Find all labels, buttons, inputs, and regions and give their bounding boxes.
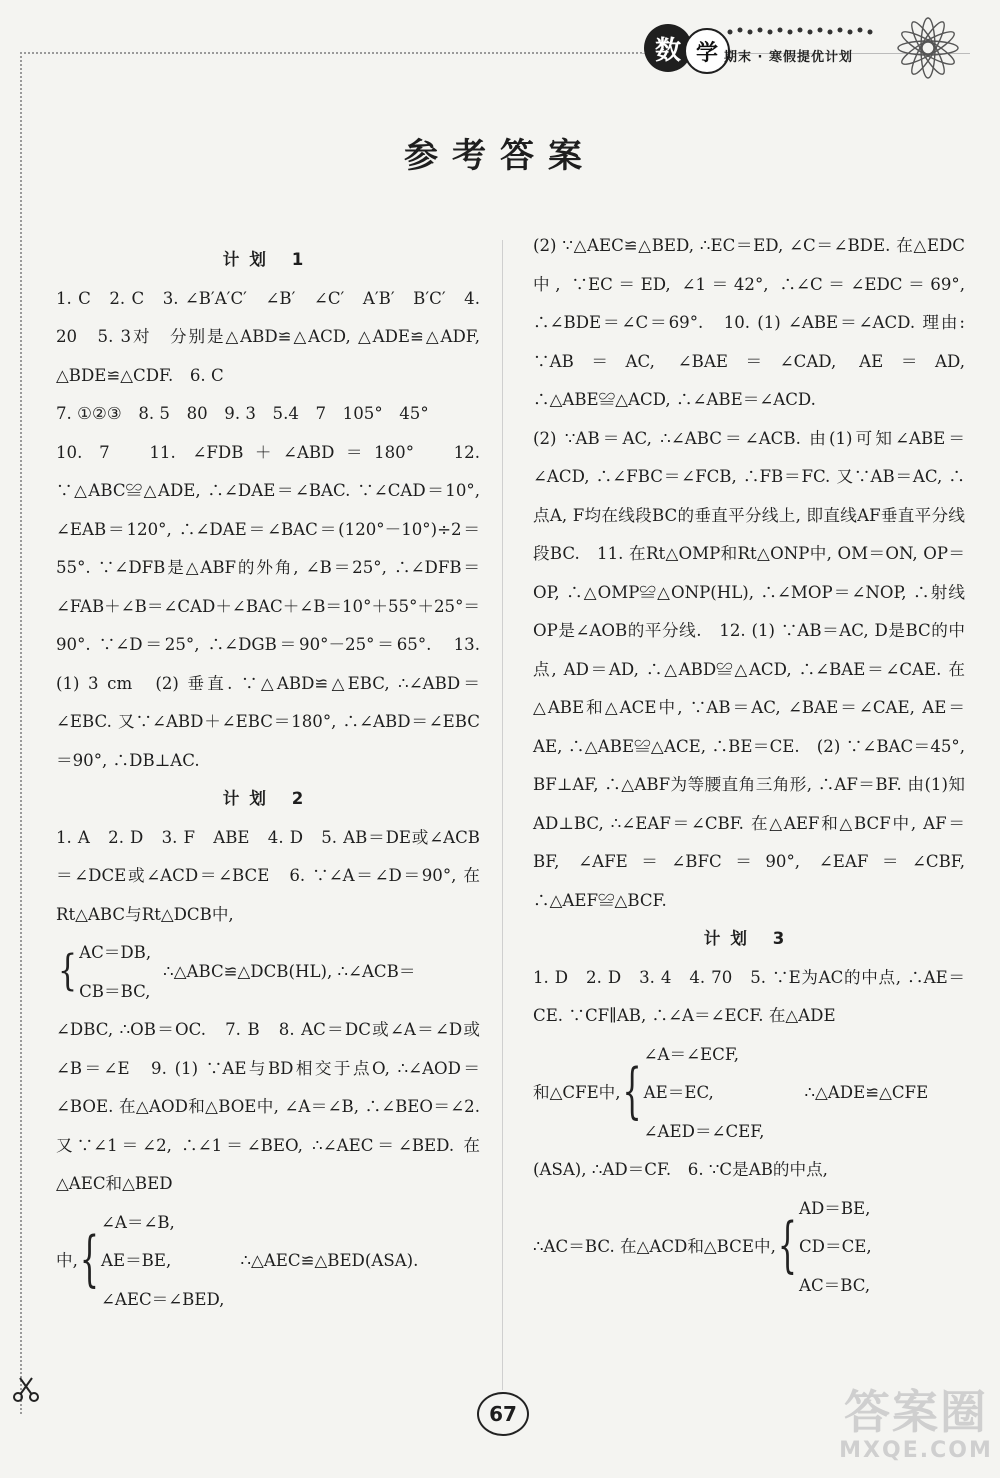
equation-line: ∠AED＝∠CEF, [643,1121,765,1141]
equation-prefix: ∴AC＝BC. 在△ACD和△BCE中, [533,1237,776,1256]
section-heading: 计划 3 [703,929,795,948]
equation-conclusion: ∴△ADE≌△CFE [804,1083,929,1102]
equation-system [533,1190,965,1306]
section-heading: 计划 1 [222,250,314,269]
watermark-logo [836,1386,996,1472]
equation-line: ∠A＝∠B, [100,1212,175,1232]
watermark-sub: MXQE.COM [839,1438,993,1463]
equation-prefix: 中, [56,1251,78,1270]
answer-paragraph: (ASA), ∴AD＝CF. 6. ∵C是AB的中点, [533,1160,828,1179]
equation-line: ∠AEC＝∠BED, [100,1289,225,1309]
right-column [533,227,965,1305]
equation-list [101,1204,225,1320]
equation-conclusion: ∴△AEC≌△BED(ASA). [240,1251,419,1270]
decorative-dots [724,24,874,38]
equation-conclusion: ∴△ABC≌△DCB(HL), ∴∠ACB＝ [163,962,416,982]
equation-line: CD＝CE, [798,1237,872,1256]
brace-symbol: { [777,1210,797,1281]
subject-badge-2: 学 [684,28,730,74]
answer-paragraph: 1. C 2. C 3. ∠B′A′C′ ∠B′ ∠C′ A′B′ B′C′ 4. 20 5. 3对 分别是△ABD≌△ACD, △ADE≌△ADF, △BDE≌△CDF. 6. C [56,288,480,385]
answer-paragraph: 7. ①②③ 8. 5 80 9. 3 5.4 7 105° 45° [56,404,429,423]
equation-line: AD＝BE, [798,1198,871,1218]
answer-paragraph: ∠DBC, ∴OB＝OC. 7. B 8. AC＝DC或∠A＝∠D或∠B＝∠E 9. (1) ∵AE与BD相交于点O, ∴∠AOD＝∠BOE. 在△AOD和△BOE中, ∠A＝∠B, ∴∠BEO＝∠2. 又∵∠1＝∠2, ∴∠1＝∠BEO, ∴∠AEC＝∠BED. 在△AEC和△BED [56,1020,480,1193]
subject-badge-1: 数 [644,24,692,72]
equation-line: AE＝EC, [643,1083,714,1102]
section-heading: 计划 2 [222,789,314,808]
answer-paragraph: 10. 7 11. ∠FDB＋∠ABD＝180° 12. ∵△ABC≌△ADE, ∴∠DAE＝∠BAC. ∵∠CAD＝10°, ∠EAB＝120°, ∴∠DAE＝∠BAC＝(120°－10°)÷2＝55°. ∵∠DFB是△ABF的外角, ∠B＝25°, ∴∠DFB＝∠FAB＋∠B＝∠CAD＋∠BAC＋∠B＝10°＋55°＋25°＝90°. ∵∠D＝25°, ∴∠DGB＝90°－25°＝65°. 13. (1) 3 cm (2) 垂直. ∵△ABD≌△EBC, ∴∠ABD＝∠EBC. 又∵∠ABD＋∠EBC＝180°, ∴∠ABD＝∠EBC＝90°, ∴DB⊥AC. [56,442,480,770]
equation-line: ∠A＝∠ECF, [643,1044,740,1064]
column-divider [502,240,503,1390]
equation-line: AE＝BE, [100,1251,172,1270]
equation-line: AC＝BC, [798,1275,871,1295]
page-title: 参考答案 [404,136,596,176]
equation-line: AC＝DB, [79,943,152,962]
equation-list [644,1036,765,1152]
equation-list [79,934,151,1011]
answer-paragraph: (2) ∵△AEC≌△BED, ∴EC＝ED, ∠C＝∠BDE. 在△EDC中, ∵EC＝ED, ∠1＝42°, ∴∠C＝∠EDC＝69°, ∴∠BDE＝∠C＝69°. 10. (1) ∠ABE＝∠ACD. 理由: ∵AB＝AC, ∠BAE＝∠CAD, AE＝AD, ∴△ABE≌△ACD, ∴∠ABE＝∠ACD. [533,236,965,409]
answer-paragraph: 1. D 2. D 3. 4 4. 70 5. ∵E为AC的中点, ∴AE＝CE. ∵CF∥AB, ∴∠A＝∠ECF. 在△ADE [533,967,965,1025]
brace-symbol: { [58,946,78,996]
answer-paragraph: 1. A 2. D 3. F ABE 4. D 5. AB＝DE或∠ACB＝∠DCE或∠ACD＝∠BCE 6. ∵∠A＝∠D＝90°, 在Rt△ABC与Rt△DCB中, [56,827,480,924]
scissors-icon [12,1375,40,1403]
equation-system [533,1036,965,1152]
page-number: 67 [477,1392,529,1436]
equation-line: CB＝BC, [79,981,151,1001]
equation-list [799,1190,872,1306]
left-column [56,241,480,1319]
equation-prefix: 和△CFE中, [533,1083,621,1102]
equation-system [56,1204,480,1320]
answer-paragraph: (2) ∵AB＝AC, ∴∠ABC＝∠ACB. 由(1)可知∠ABE＝∠ACD, ∴∠FBC＝∠FCB, ∴FB＝FC. 又∵AB＝AC, ∴点A, F均在线段BC的垂直平分线上, 即直线AF垂直平分线段BC. 11. 在Rt△OMP和Rt△ONP中, OM＝ON, OP＝OP, ∴△OMP≌△ONP(HL), ∴∠MOP＝∠NOP, ∴射线OP是∠AOB的平分线. 12. (1) ∵AB＝AC, D是BC的中点, AD＝AD, ∴△ABD≌△ACD, ∴∠BAE＝∠CAE. 在△ABE和△ACE中, ∵AB＝AC, ∠BAE＝∠CAE, AE＝AE, ∴△ABE≌△ACE, ∴BE＝CE. (2) ∵∠BAC＝45°, BF⊥AF, ∴△ABF为等腰直角三角形, ∴AF＝BF. 由(1)知AD⊥BC, ∴∠EAF＝∠CBF. 在△AEF和△BCF中, AF＝BF, ∠AFE＝∠BFC＝90°, ∠EAF＝∠CBF, ∴△AEF≌△BCF. [533,428,965,910]
series-title: 期末 · 寒假提优计划 [724,50,853,65]
watermark-main: 答案圈 [844,1385,988,1439]
brace-symbol: { [79,1224,99,1295]
equation-system [56,934,480,1011]
flower-icon [888,8,968,88]
brace-symbol: { [622,1056,642,1127]
